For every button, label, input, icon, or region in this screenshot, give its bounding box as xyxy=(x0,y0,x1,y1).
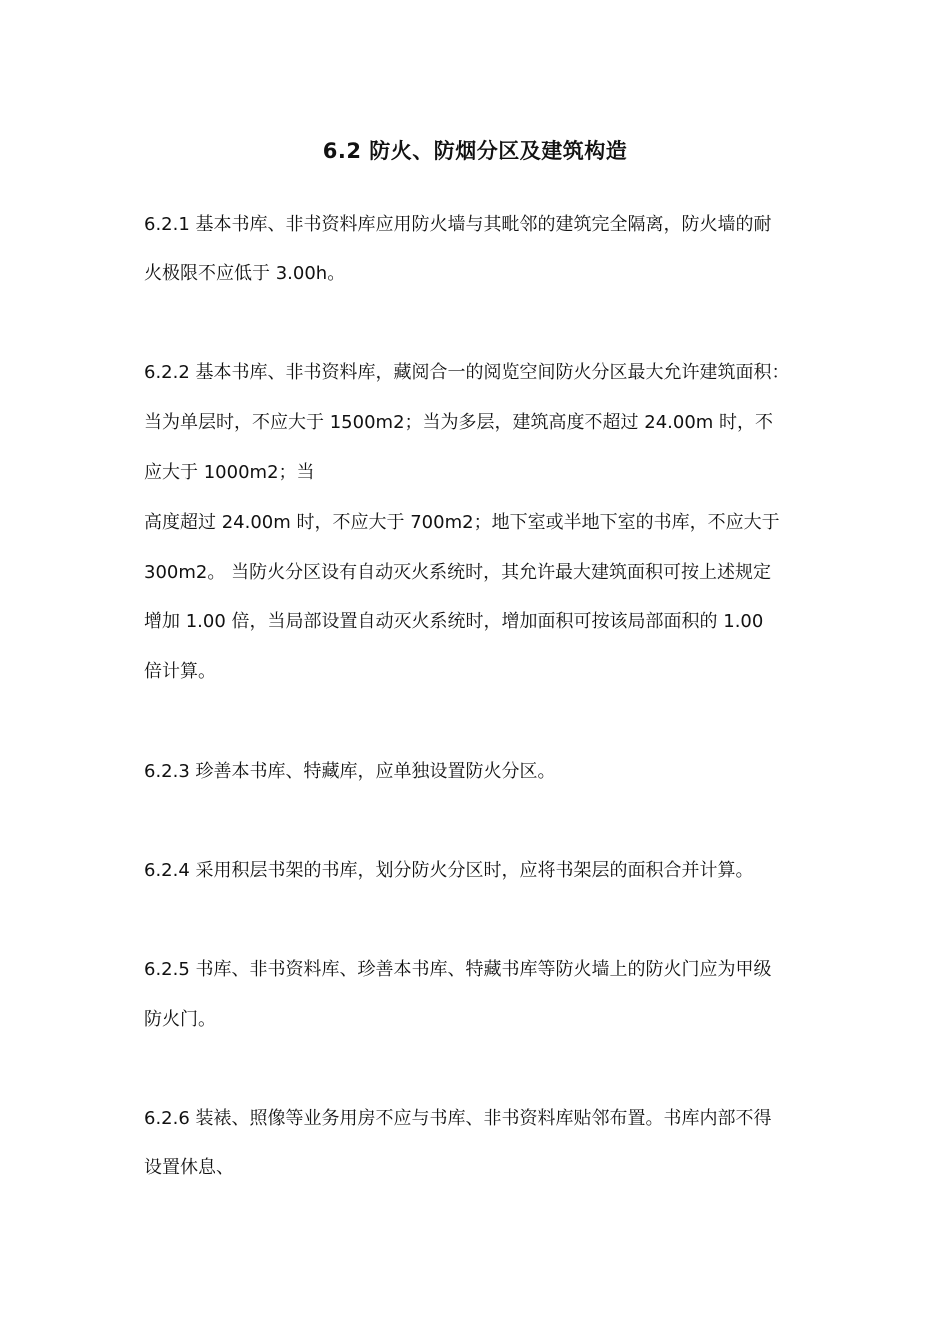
paragraph-6-2-2-line-2: 当为单层时，不应大于 1500m2；当为多层，建筑高度不超过 24.00m 时，不 xyxy=(144,412,774,433)
paragraph-6-2-5-line-2: 防火门。 xyxy=(144,1009,216,1030)
paragraph-6-2-2-line-5: 300m2。 当防火分区设有自动灭火系统时，其允许最大建筑面积可按上述规定 xyxy=(144,562,772,583)
paragraph-6-2-2-line-6: 增加 1.00 倍，当局部设置自动灭火系统时，增加面积可按该局部面积的 1.00 xyxy=(144,611,764,632)
paragraph-6-2-2-line-3: 应大于 1000m2；当 xyxy=(144,462,315,483)
section-title: 6.2 防火、防烟分区及建筑构造 xyxy=(322,139,628,163)
paragraph-6-2-1-line-1: 6.2.1 基本书库、非书资料库应用防火墙与其毗邻的建筑完全隔离，防火墙的耐 xyxy=(144,214,772,235)
paragraph-6-2-4-line-1: 6.2.4 采用积层书架的书库，划分防火分区时，应将书架层的面积合并计算。 xyxy=(144,860,754,881)
paragraph-6-2-1-line-2: 火极限不应低于 3.00h。 xyxy=(144,263,346,284)
paragraph-6-2-6-line-1: 6.2.6 装裱、照像等业务用房不应与书库、非书资料库贴邻布置。书库内部不得 xyxy=(144,1108,772,1129)
paragraph-6-2-6-line-2: 设置休息、 xyxy=(144,1157,234,1178)
paragraph-6-2-2-line-1: 6.2.2 基本书库、非书资料库，藏阅合一的阅览空间防火分区最大允许建筑面积： xyxy=(144,362,790,383)
paragraph-6-2-2-line-4: 高度超过 24.00m 时，不应大于 700m2；地下室或半地下室的书库，不应大于 xyxy=(144,512,780,533)
paragraph-6-2-2-line-7: 倍计算。 xyxy=(144,661,216,682)
paragraph-6-2-5-line-1: 6.2.5 书库、非书资料库、珍善本书库、特藏书库等防火墙上的防火门应为甲级 xyxy=(144,959,772,980)
paragraph-6-2-3-line-1: 6.2.3 珍善本书库、特藏库，应单独设置防火分区。 xyxy=(144,761,556,782)
